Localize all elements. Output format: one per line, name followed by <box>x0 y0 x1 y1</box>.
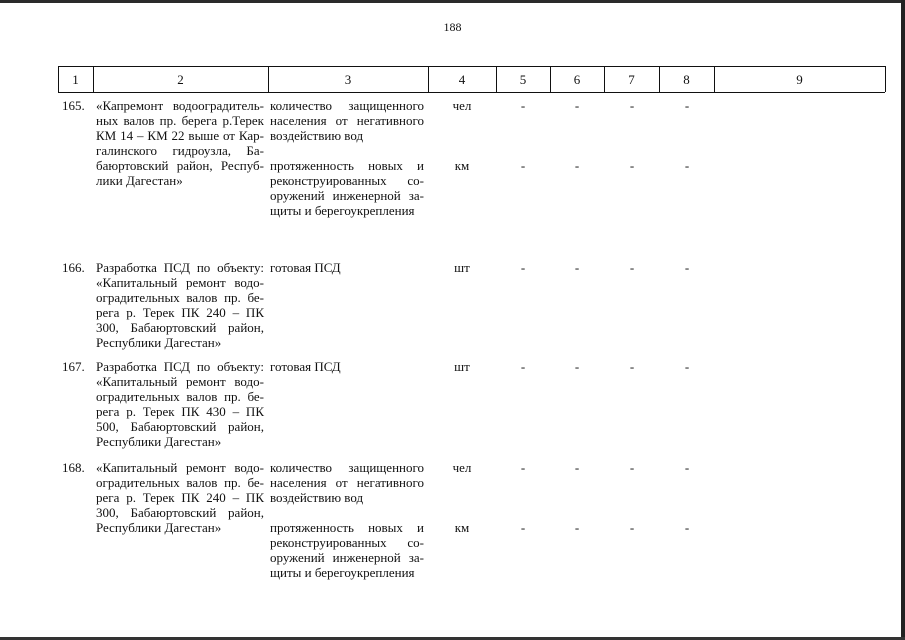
value-col-8: - <box>684 359 690 374</box>
value-col-8: - <box>684 98 690 113</box>
value-col-7: - <box>629 158 635 173</box>
value-col-6: - <box>574 359 580 374</box>
row-number: 166. <box>62 260 85 275</box>
column-divider <box>885 66 886 92</box>
header-col-1: 1 <box>72 72 79 87</box>
value-col-5: - <box>520 520 526 535</box>
value-col-7: - <box>629 520 635 535</box>
value-col-8: - <box>684 460 690 475</box>
value-col-5: - <box>520 260 526 275</box>
indicator-text: протяженность новых и реконструированных со- оружений инженерной за- щиты и берегоукрепления <box>270 158 424 218</box>
value-col-5: - <box>520 98 526 113</box>
unit: км <box>454 520 470 535</box>
header-col-2: 2 <box>177 72 184 87</box>
unit: чел <box>452 460 472 475</box>
header-col-9: 9 <box>796 72 803 87</box>
header-col-4: 4 <box>458 72 466 87</box>
table-top-border <box>58 66 885 67</box>
value-col-7: - <box>629 260 635 275</box>
row-number: 167. <box>62 359 85 374</box>
header-col-5: 5 <box>519 72 527 87</box>
indicator-text: количество защищенного населения от негативного воздействию вод <box>270 98 424 143</box>
value-col-6: - <box>574 98 580 113</box>
value-col-7: - <box>629 460 635 475</box>
value-col-5: - <box>520 460 526 475</box>
value-col-5: - <box>520 158 526 173</box>
object-name: «Капремонт водооградитель- ных валов пр. берега р.Терек КМ 14 – КМ 22 выше от Кар- галинского гидроузла, Ба- баюртовский район, Респуб- лики Дагестан» <box>96 98 264 188</box>
value-col-7: - <box>629 98 635 113</box>
value-col-8: - <box>684 520 690 535</box>
header-col-3: 3 <box>344 72 352 87</box>
indicator-text: количество защищенного населения от негативного воздействию вод <box>270 460 424 505</box>
value-col-8: - <box>684 260 690 275</box>
value-col-6: - <box>574 260 580 275</box>
object-name: Разработка ПСД по объекту: «Капитальный ремонт водо- оградительных валов пр. бе- рега р. Терек ПК 240 – ПК 300, Бабаюртовский район, Республики Дагестан» <box>96 260 264 350</box>
row-number: 165. <box>62 98 85 113</box>
value-col-6: - <box>574 520 580 535</box>
header-col-7: 7 <box>628 72 635 87</box>
table-header-bottom-border <box>58 92 885 93</box>
indicator-text: протяженность новых и реконструированных со- оружений инженерной за- щиты и берегоукрепления <box>270 520 424 580</box>
object-name: Разработка ПСД по объекту: «Капитальный ремонт водо- оградительных валов пр. бе- рега р. Терек ПК 430 – ПК 500, Бабаюртовский район, Республики Дагестан» <box>96 359 264 449</box>
object-name: «Капитальный ремонт водо- оградительных валов пр. бе- рега р. Терек ПК 240 – ПК 300, Бабаюртовский район, Республики Дагестан» <box>96 460 264 535</box>
header-col-8: 8 <box>683 72 690 87</box>
unit: чел <box>452 98 472 113</box>
indicator-text: готовая ПСД <box>270 260 341 275</box>
page-number: 188 <box>443 20 462 34</box>
unit: шт <box>454 359 470 374</box>
value-col-5: - <box>520 359 526 374</box>
value-col-8: - <box>684 158 690 173</box>
unit: км <box>454 158 470 173</box>
unit: шт <box>454 260 470 275</box>
value-col-6: - <box>574 460 580 475</box>
indicator-text: готовая ПСД <box>270 359 341 374</box>
header-col-6: 6 <box>573 72 581 87</box>
row-number: 168. <box>62 460 85 475</box>
scan-right-edge <box>901 0 905 640</box>
scan-top-edge <box>0 0 905 3</box>
value-col-6: - <box>574 158 580 173</box>
value-col-7: - <box>629 359 635 374</box>
